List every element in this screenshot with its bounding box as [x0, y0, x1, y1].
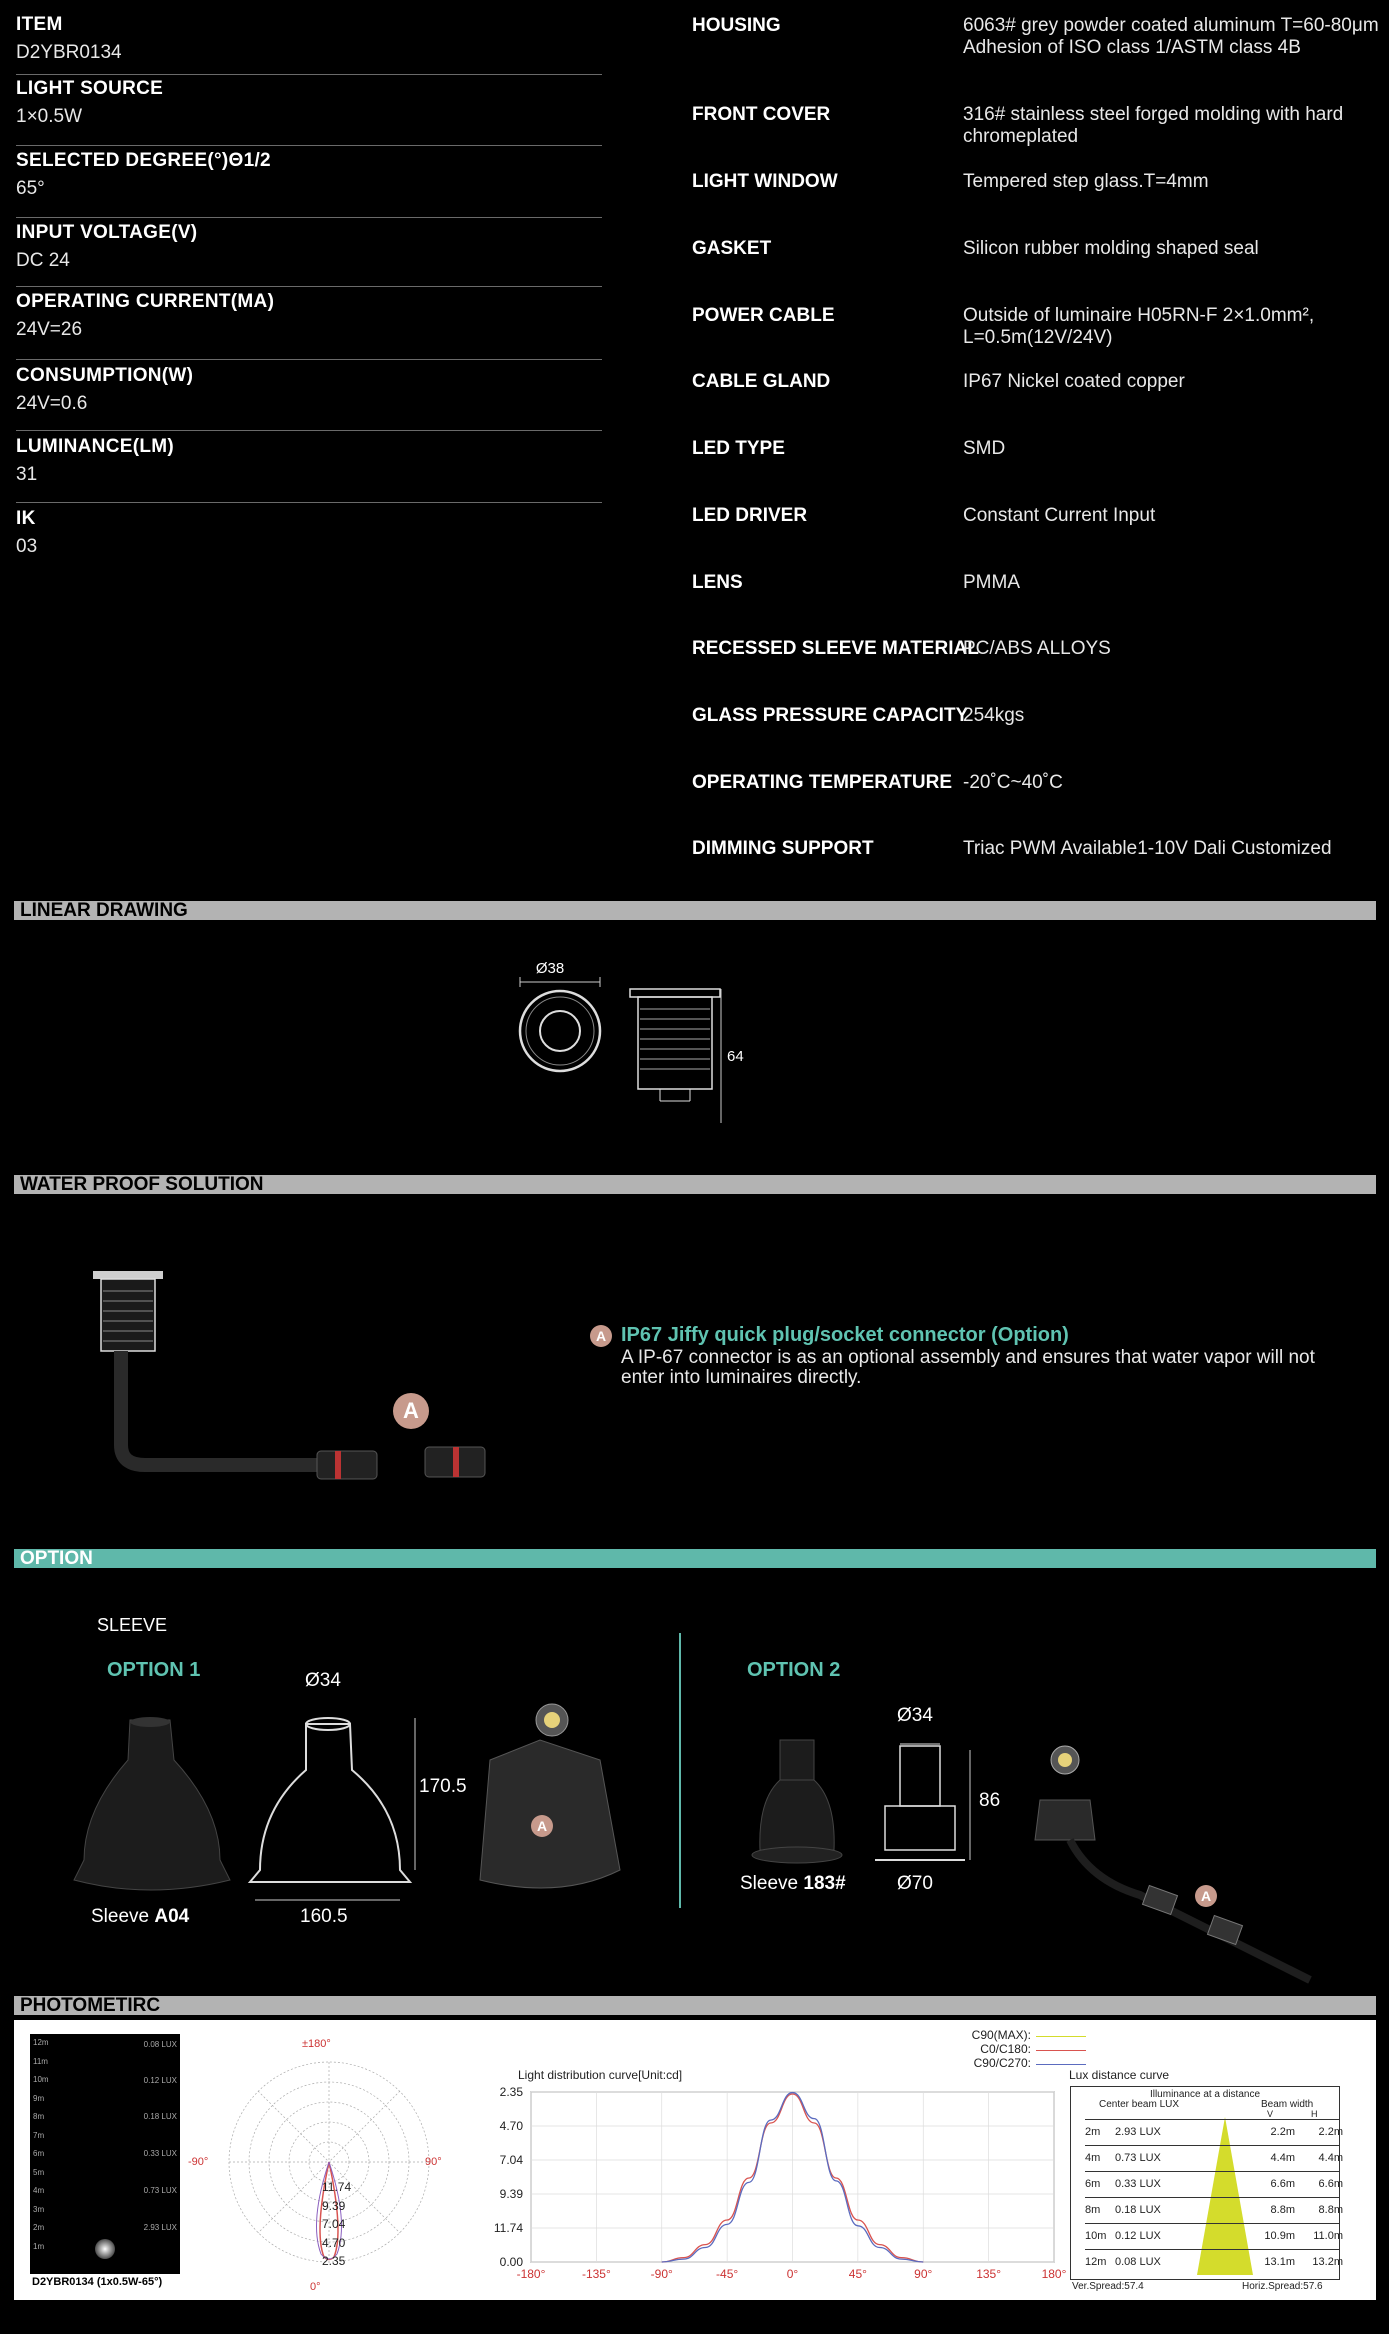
polar-left-label: -90°	[188, 2156, 209, 2168]
lux-cell-lux: 0.33 LUX	[1115, 2178, 1161, 2190]
right-spec-value: 6063# grey powder coated aluminum T=60-80μm Adhesion of ISO class 1/ASTM class 4B	[963, 15, 1379, 58]
iso-lux-chart	[30, 2034, 180, 2274]
iso-lux-label: 0.08 LUX	[143, 2040, 177, 2049]
section-water-proof: WATER PROOF SOLUTION	[14, 1175, 1376, 1194]
right-spec-label: GASKET	[692, 238, 772, 259]
lux-cell-v: 10.9m	[1264, 2230, 1295, 2242]
right-spec-value: Tempered step glass.T=4mm	[963, 171, 1209, 192]
iso-lux-label: 0.18 LUX	[143, 2112, 177, 2121]
right-spec-value: 316# stainless steel forged molding with hard chromeplated	[963, 104, 1344, 147]
option2-illustration	[750, 1720, 1330, 1990]
legend-swatch	[1036, 2050, 1086, 2051]
lux-cell-h: 11.0m	[1313, 2230, 1343, 2242]
y-tick-label: 9.39	[499, 2187, 523, 2201]
lux-cell-lux: 0.08 LUX	[1115, 2256, 1161, 2268]
right-spec-label: DIMMING SUPPORT	[692, 838, 874, 859]
right-spec-label: LED DRIVER	[692, 505, 808, 526]
waterproof-title: IP67 Jiffy quick plug/socket connector (Option)	[621, 1324, 1069, 1346]
left-spec-value: DC 24	[16, 250, 70, 271]
lux-cell-h: 2.2m	[1318, 2126, 1343, 2138]
option-divider	[679, 1633, 681, 1908]
left-spec-row	[16, 150, 602, 218]
y-tick-label: 11.74	[493, 2221, 523, 2235]
lux-cell-lux: 0.12 LUX	[1115, 2230, 1161, 2242]
lux-cell-d: 10m	[1085, 2230, 1107, 2242]
option2-width: Ø70	[897, 1873, 933, 1894]
iso-distance-label: 12m	[33, 2038, 49, 2047]
left-spec-label: OPERATING CURRENT(MA)	[16, 291, 275, 312]
linear-drawing-svg	[500, 975, 760, 1130]
lux-table	[1070, 2086, 1343, 2280]
lux-row	[1085, 2197, 1343, 2222]
lux-cell-d: 12m	[1085, 2256, 1107, 2268]
section-photometric: PHOTOMETIRC	[14, 1996, 1376, 2015]
left-spec-row	[16, 291, 602, 360]
lux-cell-v: 4.4m	[1270, 2152, 1295, 2164]
left-spec-row	[16, 78, 602, 146]
iso-distance-label: 10m	[33, 2075, 49, 2084]
lux-row	[1085, 2119, 1343, 2144]
right-spec-label: RECESSED SLEEVE MATERIAL	[692, 638, 979, 659]
right-spec-value: Outside of luminaire H05RN-F 2×1.0mm², L=0.5m(12V/24V)	[963, 305, 1315, 348]
left-spec-row	[16, 222, 602, 287]
sleeve-heading: SLEEVE	[97, 1615, 168, 1635]
iso-light-spot	[95, 2239, 115, 2259]
right-spec-value: SMD	[963, 438, 1006, 459]
lux-cell-v: 13.1m	[1264, 2256, 1295, 2268]
section-linear-drawing: LINEAR DRAWING	[14, 901, 1376, 920]
y-tick-label: 2.35	[499, 2085, 523, 2099]
right-spec-value: PC/ABS ALLOYS	[963, 638, 1111, 659]
lux-cell-v: 8.8m	[1270, 2204, 1295, 2216]
lux-title: Lux distance curve	[1069, 2068, 1170, 2082]
left-spec-value: 24V=26	[16, 319, 83, 340]
x-tick-label: 45°	[848, 2267, 867, 2281]
lux-row	[1085, 2171, 1343, 2196]
waterproof-legend-badge: A	[590, 1325, 612, 1347]
light-distribution-chart	[474, 2080, 1074, 2300]
polar-ring-label: 4.70	[322, 2235, 346, 2250]
lux-cell-v: 2.2m	[1270, 2126, 1295, 2138]
right-spec-label: HOUSING	[692, 15, 781, 36]
iso-distance-label: 2m	[33, 2223, 45, 2232]
right-spec-label: CABLE GLAND	[692, 371, 831, 392]
right-spec-label: GLASS PRESSURE CAPACITY	[692, 705, 969, 726]
x-tick-label: -135°	[581, 2267, 611, 2281]
waterproof-illustration	[85, 1265, 555, 1485]
polar-ring-label: 11.74	[322, 2180, 352, 2194]
lux-cell-d: 4m	[1085, 2152, 1101, 2164]
left-spec-label: IK	[16, 508, 36, 529]
lux-row	[1085, 2145, 1343, 2170]
waterproof-badge: A	[393, 1393, 429, 1429]
right-spec-value: -20˚C~40˚C	[963, 772, 1063, 793]
right-spec-value: PMMA	[963, 572, 1020, 593]
lux-cell-h: 13.2m	[1312, 2256, 1343, 2268]
iso-caption: D2YBR0134 (1x0.5W-65°)	[32, 2276, 163, 2288]
left-spec-value: 65°	[16, 178, 45, 199]
left-spec-label: ITEM	[16, 14, 63, 35]
lux-header-2: Center beam LUX	[1099, 2099, 1180, 2110]
option1-diameter: Ø34	[305, 1670, 341, 1691]
left-spec-value: 24V=0.6	[16, 393, 88, 414]
lux-cell-d: 8m	[1085, 2204, 1101, 2216]
x-tick-label: 135°	[976, 2267, 1002, 2281]
right-spec-value: 254kgs	[963, 705, 1025, 726]
hor-spread: Horiz.Spread:57.6	[1242, 2281, 1323, 2292]
iso-distance-label: 4m	[33, 2186, 45, 2195]
iso-lux-label: 2.93 LUX	[143, 2223, 177, 2232]
left-spec-row	[16, 436, 602, 503]
iso-distance-label: 9m	[33, 2093, 45, 2103]
x-tick-label: -90°	[650, 2267, 673, 2281]
polar-ring-label: 2.35	[322, 2254, 346, 2268]
iso-distance-label: 7m	[33, 2130, 45, 2140]
right-spec-value: Triac PWM Available1-10V Dali Customized	[963, 838, 1332, 859]
polar-bottom-label: 0°	[310, 2281, 321, 2293]
photometric-panel	[14, 2020, 1376, 2300]
right-spec-value: Silicon rubber molding shaped seal	[963, 238, 1259, 259]
option2-sleeve-name: Sleeve 183#	[740, 1873, 846, 1894]
linear-diameter-label: Ø38	[535, 960, 565, 977]
iso-distance-label: 11m	[33, 2056, 48, 2066]
x-tick-label: 0°	[786, 2267, 799, 2281]
y-tick-label: 7.04	[499, 2153, 523, 2167]
option1-width: 160.5	[300, 1906, 348, 1927]
curve-title: Light distribution curve[Unit:cd]	[518, 2068, 683, 2082]
left-spec-value: 1×0.5W	[16, 106, 83, 127]
x-tick-label: -45°	[716, 2267, 739, 2281]
right-spec-label: OPERATING TEMPERATURE	[692, 772, 953, 793]
legend-label: C90/C270:	[973, 2056, 1031, 2070]
polar-right-label: 90°	[425, 2156, 442, 2168]
iso-lux-label: 0.12 LUX	[143, 2076, 177, 2085]
left-spec-value: D2YBR0134	[16, 42, 122, 63]
iso-lux-label: 0.73 LUX	[143, 2186, 177, 2195]
option2-height: 86	[979, 1790, 1001, 1811]
left-spec-label: LIGHT SOURCE	[16, 78, 164, 99]
left-spec-value: 03	[16, 536, 38, 557]
lux-cell-h: 4.4m	[1318, 2152, 1343, 2164]
legend-swatch	[1036, 2036, 1086, 2037]
waterproof-description: A IP-67 connector is as an optional assembly and ensures that water vapor will not enter into luminaires directly.	[621, 1347, 1315, 1388]
x-tick-label: -180°	[516, 2267, 546, 2281]
lux-cell-d: 6m	[1085, 2178, 1101, 2190]
iso-distance-label: 3m	[33, 2204, 45, 2214]
option1-sleeve-name: Sleeve A04	[91, 1906, 190, 1927]
right-spec-label: LIGHT WINDOW	[692, 171, 838, 192]
right-spec-label: LENS	[692, 572, 743, 593]
x-tick-label: 180°	[1041, 2267, 1067, 2281]
left-spec-label: LUMINANCE(LM)	[16, 436, 174, 457]
left-spec-label: CONSUMPTION(W)	[16, 365, 194, 386]
right-spec-label: POWER CABLE	[692, 305, 835, 326]
polar-top-label: ±180°	[302, 2038, 331, 2050]
lux-header-v: V	[1267, 2109, 1274, 2119]
polar-ring-label: 9.39	[322, 2198, 346, 2213]
right-spec-label: LED TYPE	[692, 438, 785, 459]
lux-cell-h: 6.6m	[1318, 2178, 1343, 2190]
legend-label: C90(MAX):	[971, 2028, 1031, 2042]
option1-title: OPTION 1	[107, 1659, 201, 1681]
lux-row	[1085, 2249, 1343, 2274]
right-spec-value: Constant Current Input	[963, 505, 1156, 526]
iso-lux-label: 0.33 LUX	[143, 2149, 177, 2158]
lux-header-h: H	[1311, 2109, 1318, 2119]
left-spec-row	[16, 365, 602, 431]
x-tick-label: 90°	[914, 2267, 933, 2281]
polar-ring-label: 7.04	[322, 2217, 346, 2231]
left-spec-label: SELECTED DEGREE(°)Θ1/2	[16, 150, 271, 171]
legend-swatch	[1036, 2064, 1086, 2065]
legend-label: C0/C180:	[980, 2042, 1031, 2056]
ver-spread: Ver.Spread:57.4	[1072, 2281, 1144, 2292]
linear-height-label: 64	[727, 1048, 744, 1065]
lux-cell-h: 8.8m	[1318, 2204, 1343, 2216]
lux-cell-lux: 2.93 LUX	[1115, 2126, 1161, 2138]
lux-header-3: Beam width	[1261, 2099, 1314, 2110]
lux-cell-d: 2m	[1085, 2126, 1101, 2138]
option2-title: OPTION 2	[747, 1659, 841, 1681]
iso-distance-label: 1m	[33, 2241, 45, 2251]
option2-diameter: Ø34	[897, 1705, 933, 1726]
lux-header-1: Illuminance at a distance	[1149, 2089, 1261, 2100]
iso-distance-label: 6m	[33, 2149, 45, 2158]
lux-cell-v: 6.6m	[1270, 2178, 1295, 2190]
y-tick-label: 0.00	[499, 2255, 523, 2269]
lux-cell-lux: 0.73 LUX	[1115, 2152, 1161, 2164]
section-option: OPTION	[14, 1549, 1376, 1568]
left-spec-row	[16, 14, 602, 75]
iso-distance-label: 8m	[33, 2112, 45, 2121]
right-spec-label: FRONT COVER	[692, 104, 831, 125]
option1-badge: A	[531, 1815, 553, 1837]
option1-height: 170.5	[419, 1776, 467, 1797]
y-tick-label: 4.70	[499, 2119, 523, 2133]
lux-cell-lux: 0.18 LUX	[1115, 2204, 1161, 2216]
iso-distance-label: 5m	[33, 2167, 45, 2177]
left-spec-label: INPUT VOLTAGE(V)	[16, 222, 198, 243]
left-spec-row	[16, 508, 602, 568]
left-spec-value: 31	[16, 464, 38, 485]
right-spec-value: IP67 Nickel coated copper	[963, 371, 1185, 392]
option2-badge: A	[1195, 1885, 1217, 1907]
lux-row	[1085, 2223, 1343, 2248]
option1-illustration	[70, 1700, 650, 1930]
